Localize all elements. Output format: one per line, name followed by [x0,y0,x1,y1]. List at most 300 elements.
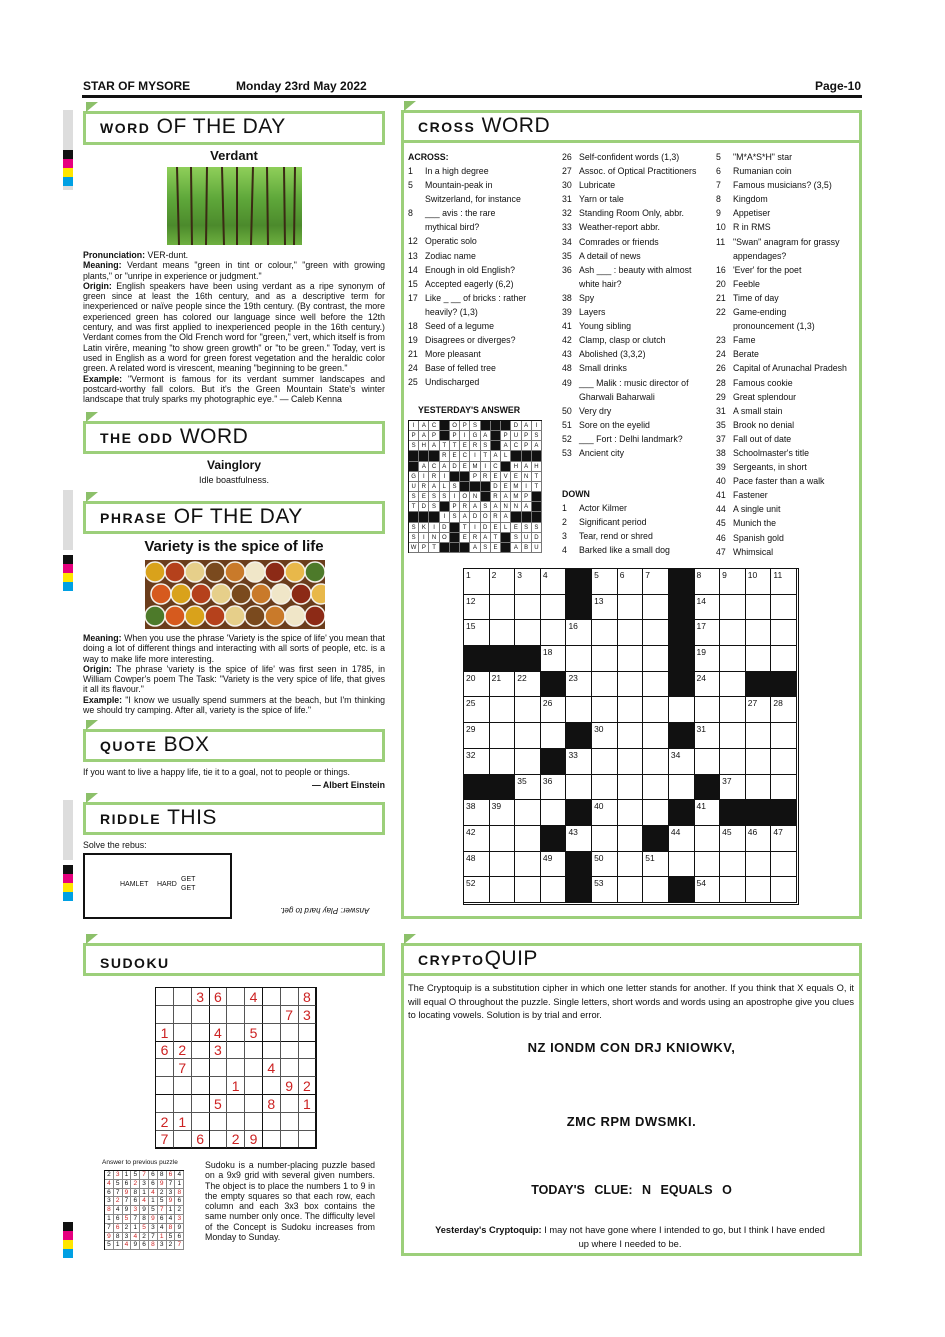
answer-cell: M [511,482,521,492]
crossword-cell[interactable] [592,723,618,749]
sudoku-cell[interactable] [281,1130,299,1148]
sudoku-cell[interactable] [209,1059,227,1077]
sudoku-cell[interactable] [245,1095,263,1113]
crossword-cell[interactable] [643,569,669,595]
sudoku-cell[interactable] [156,1077,174,1095]
down-label: DOWN [562,489,590,499]
sudoku-cell[interactable] [209,1130,227,1148]
crossword-cell[interactable] [515,877,541,903]
crossword-cell[interactable] [490,749,516,775]
sudoku-cell[interactable] [192,1113,210,1131]
clue-number: 54 [696,878,706,889]
crossword-cell[interactable] [720,646,746,672]
crossword-cell[interactable] [515,620,541,646]
sudoku-cell[interactable] [245,1041,263,1059]
crossword-cell[interactable] [566,826,592,852]
color-bars [63,150,73,186]
black-square [541,672,567,698]
crossword-cell[interactable] [464,620,490,646]
crossword-cell[interactable] [618,569,644,595]
crossword-cell[interactable] [669,697,695,723]
sudoku-cell[interactable]: 8 [263,1095,281,1113]
crossword-cell[interactable] [720,723,746,749]
crossword-cell[interactable] [695,646,721,672]
answer-cell [460,482,470,492]
crossword-cell[interactable] [695,620,721,646]
crossword-cell[interactable] [643,697,669,723]
crossword-cell[interactable] [464,749,490,775]
previous-sudoku-cell: 1 [114,1241,123,1250]
crossword-cell[interactable] [490,723,516,749]
crossword-cell[interactable] [566,620,592,646]
sudoku-cell[interactable] [263,1024,281,1042]
answer-cell: V [501,472,511,482]
crossword-cell[interactable] [592,800,618,826]
crossword-cell[interactable] [490,697,516,723]
crossword-cell[interactable] [541,800,567,826]
crossword-grid[interactable] [463,568,799,905]
black-square [695,775,721,801]
crossword-cell[interactable] [592,852,618,878]
sudoku-cell[interactable] [156,1059,174,1077]
crossword-cell[interactable] [490,877,516,903]
clue-number: 33 [568,749,578,760]
answer-cell: A [470,543,480,553]
sudoku-cell[interactable] [192,1041,210,1059]
crossword-cell[interactable] [464,826,490,852]
answer-cell: T [532,482,542,492]
crossword-cell[interactable] [643,877,669,903]
clue: 5 "M*A*S*H" star [716,152,793,162]
sudoku-cell[interactable] [298,1113,316,1131]
sudoku-cell[interactable]: 2 [298,1077,316,1095]
crossword-cell[interactable] [669,852,695,878]
sudoku-cell[interactable] [263,1113,281,1131]
crossword-cell[interactable] [695,595,721,621]
sudoku-cell[interactable]: 6 [156,1041,174,1059]
sudoku-cell[interactable] [174,988,192,1006]
sudoku-cell[interactable] [156,1095,174,1113]
crossword-cell[interactable] [771,595,797,621]
clue-number: 32 [466,749,476,760]
answer-cell: N [511,502,521,512]
crossword-cell[interactable] [618,595,644,621]
crossword-cell[interactable] [771,877,797,903]
previous-sudoku-cell: 8 [105,1206,114,1215]
previous-sudoku-cell: 8 [175,1189,184,1198]
previous-sudoku-cell: 4 [105,1180,114,1189]
crossword-cell[interactable] [490,569,516,595]
sudoku-cell[interactable]: 5 [209,1095,227,1113]
crossword-cell[interactable] [464,877,490,903]
sudoku-cell[interactable] [263,1006,281,1024]
crossword-cell[interactable] [464,569,490,595]
answer-cell: T [429,543,439,553]
sudoku-cell[interactable]: 7 [156,1130,174,1148]
sudoku-cell[interactable] [174,1095,192,1113]
sudoku-cell[interactable] [281,1059,299,1077]
crossword-cell[interactable] [541,569,567,595]
crossword-cell[interactable] [464,595,490,621]
clue: appendages? [733,250,787,261]
crossword-cell[interactable] [515,749,541,775]
crossword-cell[interactable] [515,723,541,749]
clue: 53 Ancient city [562,447,624,458]
crossword-cell[interactable] [541,775,567,801]
clue-number: 42 [466,826,476,837]
sudoku-cell[interactable] [245,1077,263,1095]
sudoku-cell[interactable] [281,1041,299,1059]
crossword-cell[interactable] [541,595,567,621]
sudoku-cell[interactable]: 6 [192,1130,210,1148]
crossword-cell[interactable] [746,620,772,646]
black-square [464,775,490,801]
sudoku-cell[interactable] [227,1041,245,1059]
clue: 29 Great splendour [716,391,797,402]
clue-number: 37 [722,775,732,786]
sudoku-cell[interactable]: 2 [174,1041,192,1059]
sudoku-cell[interactable]: 4 [245,988,263,1006]
sudoku-cell[interactable]: 1 [174,1113,192,1131]
sudoku-cell[interactable] [245,1006,263,1024]
crossword-cell[interactable] [618,877,644,903]
answer-cell: U [522,533,532,543]
crossword-cell[interactable] [515,697,541,723]
sudoku-cell[interactable] [227,1006,245,1024]
clue-number: 27 [747,698,758,709]
sudoku-cell[interactable]: 9 [245,1130,263,1148]
crossword-cell[interactable] [643,595,669,621]
crossword-cell[interactable] [746,723,772,749]
previous-sudoku-cell: 2 [105,1171,114,1180]
crossword-cell[interactable] [490,800,516,826]
answer-cell: E [460,462,470,472]
sudoku-cell[interactable] [174,1024,192,1042]
sudoku-cell[interactable] [263,1077,281,1095]
crossword-cell[interactable] [643,723,669,749]
crossword-cell[interactable] [746,595,772,621]
crossword-cell[interactable] [720,672,746,698]
clue: 27 Assoc. of Optical Practitioners [562,166,697,177]
crossword-cell[interactable] [771,775,797,801]
clue: 22 Game-ending [716,307,787,318]
sudoku-cell[interactable] [263,1041,281,1059]
crossword-cell[interactable] [566,646,592,672]
sudoku-cell[interactable] [192,1077,210,1095]
sudoku-cell[interactable]: 1 [298,1095,316,1113]
crossword-cell[interactable] [515,852,541,878]
crossword-cell[interactable] [592,569,618,595]
sudoku-cell[interactable] [227,1113,245,1131]
clue-number: 36 [542,775,553,786]
crossword-cell[interactable] [464,852,490,878]
clue: 6 Rumanian coin [716,166,792,177]
crossword-cell[interactable] [771,852,797,878]
crossword-cell[interactable] [490,826,516,852]
previous-sudoku-cell: 4 [123,1241,132,1250]
crossword-cell[interactable] [746,877,772,903]
crossword-cell[interactable] [618,697,644,723]
crossword-cell[interactable] [618,672,644,698]
crossword-cell[interactable] [464,672,490,698]
crossword-cell[interactable] [592,595,618,621]
sudoku-cell[interactable] [192,1024,210,1042]
sudoku-cell[interactable]: 9 [281,1077,299,1095]
crossword-cell[interactable] [669,749,695,775]
crossword-cell[interactable] [541,877,567,903]
sudoku-cell[interactable] [227,1095,245,1113]
crossword-cell[interactable] [643,672,669,698]
sudoku-cell[interactable] [227,1059,245,1077]
crossword-cell[interactable] [643,800,669,826]
crossword-cell[interactable] [592,775,618,801]
answer-cell [511,451,521,461]
crossword-cell[interactable] [566,749,592,775]
previous-sudoku-cell: 1 [131,1224,140,1233]
crossword-cell[interactable] [746,646,772,672]
crossword-cell[interactable] [669,826,695,852]
answer-cell: D [470,512,480,522]
crossword-cell[interactable] [695,672,721,698]
crossword-cell[interactable] [515,826,541,852]
crossword-cell[interactable] [592,646,618,672]
crossword-cell[interactable] [746,852,772,878]
crossword-cell[interactable] [771,723,797,749]
answer-cell: A [470,502,480,512]
crossword-cell[interactable] [695,877,721,903]
crossword-cell[interactable] [618,775,644,801]
crossword-cell[interactable] [643,646,669,672]
answer-cell: H [532,462,542,472]
crossword-cell[interactable] [464,800,490,826]
crossword-cell[interactable] [490,852,516,878]
previous-sudoku-cell: 8 [114,1233,123,1242]
crossword-cell[interactable] [695,826,721,852]
crossword-cell[interactable] [592,826,618,852]
sudoku-cell[interactable] [281,1113,299,1131]
crossword-cell[interactable] [618,646,644,672]
crossword-cell[interactable] [720,697,746,723]
crossword-cell[interactable] [771,620,797,646]
sudoku-cell[interactable] [298,1059,316,1077]
answer-cell: I [409,421,419,431]
sudoku-cell[interactable] [209,1006,227,1024]
crossword-cell[interactable] [566,775,592,801]
sudoku-cell[interactable] [263,988,281,1006]
answer-cell: E [511,472,521,482]
crossword-cell[interactable] [695,852,721,878]
sudoku-cell[interactable]: 3 [192,988,210,1006]
sudoku-cell[interactable] [298,1024,316,1042]
crossword-cell[interactable] [618,620,644,646]
answer-cell [522,512,532,522]
crossword-cell[interactable] [592,749,618,775]
crossword-cell[interactable] [566,672,592,698]
previous-sudoku-cell: 7 [105,1224,114,1233]
crossword-cell[interactable] [771,646,797,672]
crossword-cell[interactable] [643,775,669,801]
sudoku-cell[interactable] [192,1095,210,1113]
answer-cell [440,543,450,553]
clue: 20 Feeble [716,278,760,289]
clue-number: 19 [696,647,706,658]
crossword-cell[interactable] [592,672,618,698]
sudoku-cell[interactable] [156,988,174,1006]
crossword-cell[interactable] [695,800,721,826]
clue: 34 Comrades or friends [562,236,659,247]
sudoku-cell[interactable] [192,1059,210,1077]
black-square [464,646,490,672]
crossword-cell[interactable] [541,852,567,878]
sudoku-cell[interactable]: 3 [298,1006,316,1024]
crossword-cell[interactable] [746,697,772,723]
sudoku-cell[interactable] [174,1077,192,1095]
crossword-cell[interactable] [643,749,669,775]
crossword-cell[interactable] [618,749,644,775]
crossword-cell[interactable] [643,620,669,646]
section-title: THE ODD WORD [100,425,249,448]
crossword-cell[interactable] [720,595,746,621]
crossword-cell[interactable] [720,826,746,852]
crossword-cell[interactable] [618,852,644,878]
crossword-cell[interactable] [541,697,567,723]
sudoku-cell[interactable] [192,1006,210,1024]
sudoku-cell[interactable]: 2 [156,1113,174,1131]
sudoku-cell[interactable]: 3 [209,1041,227,1059]
crossword-cell[interactable] [515,595,541,621]
crossword-cell[interactable] [592,877,618,903]
section-title: PHRASE OF THE DAY [100,505,303,528]
sudoku-grid[interactable] [155,987,317,1149]
crossword-cell[interactable] [592,697,618,723]
answer-cell: E [460,441,470,451]
crossword-cell[interactable] [771,749,797,775]
sudoku-cell[interactable] [227,988,245,1006]
previous-sudoku-cell: 5 [167,1233,176,1242]
crossword-cell[interactable] [618,800,644,826]
clue: 38 Schoolmaster's title [716,447,809,458]
sudoku-cell[interactable] [174,1130,192,1148]
clue: 41 Fastener [716,490,768,501]
sudoku-cell[interactable] [281,988,299,1006]
crossword-cell[interactable] [464,723,490,749]
answer-cell: A [481,533,491,543]
crossword-cell[interactable] [515,569,541,595]
sudoku-cell[interactable]: 1 [227,1077,245,1095]
crossword-cell[interactable] [464,697,490,723]
sudoku-cell[interactable] [281,1024,299,1042]
sudoku-cell[interactable] [227,1024,245,1042]
crossword-cell[interactable] [695,569,721,595]
crossword-cell[interactable] [541,646,567,672]
sudoku-cell[interactable]: 4 [209,1024,227,1042]
crossword-cell[interactable] [618,723,644,749]
crossword-cell[interactable] [746,749,772,775]
crossword-cell[interactable] [720,749,746,775]
crossword-cell[interactable] [720,569,746,595]
sudoku-cell[interactable] [209,1077,227,1095]
crossword-cell[interactable] [566,697,592,723]
sudoku-cell[interactable] [298,1130,316,1148]
crossword-cell[interactable] [490,620,516,646]
margin-strip [63,490,73,550]
crossword-cell[interactable] [515,800,541,826]
answer-cell: I [532,421,542,431]
crossword-cell[interactable] [746,826,772,852]
sudoku-cell[interactable]: 6 [209,988,227,1006]
black-square [669,569,695,595]
rebus-word: HARD [157,881,177,888]
clue-number: 16 [568,621,578,632]
clue: heavily? (1,3) [425,306,478,317]
crossword-cell[interactable] [541,723,567,749]
sudoku-cell[interactable] [245,1113,263,1131]
crossword-cell[interactable] [541,620,567,646]
sudoku-cell[interactable]: 7 [281,1006,299,1024]
crossword-cell[interactable] [720,852,746,878]
sudoku-cell[interactable]: 7 [174,1059,192,1077]
crossword-cell[interactable] [695,749,721,775]
crossword-cell[interactable] [771,697,797,723]
sudoku-cell[interactable] [209,1113,227,1131]
answer-cell: R [429,472,439,482]
sudoku-cell[interactable] [174,1006,192,1024]
crossword-cell[interactable] [618,826,644,852]
crossword-cell[interactable] [720,620,746,646]
crossword-cell[interactable] [720,877,746,903]
crossword-cell[interactable] [720,775,746,801]
crossword-cell[interactable] [746,569,772,595]
sudoku-cell[interactable] [281,1095,299,1113]
sudoku-cell[interactable] [263,1130,281,1148]
crossword-cell[interactable] [490,595,516,621]
sudoku-cell[interactable]: 4 [263,1059,281,1077]
sudoku-cell[interactable] [156,1006,174,1024]
sudoku-cell[interactable]: 2 [227,1130,245,1148]
crossword-cell[interactable] [592,620,618,646]
sudoku-cell[interactable]: 8 [298,988,316,1006]
sudoku-cell[interactable]: 5 [245,1024,263,1042]
crossword-cell[interactable] [695,723,721,749]
clue: 35 A detail of news [562,250,641,261]
down-clues [716,150,847,559]
sudoku-cell[interactable] [245,1059,263,1077]
previous-sudoku-cell: 8 [158,1171,167,1180]
crossword-cell[interactable] [515,775,541,801]
crossword-cell[interactable] [515,672,541,698]
answer-cell: D [419,502,429,512]
crossword-cell[interactable] [695,697,721,723]
clue-number: 1 [466,570,471,580]
crossword-cell[interactable] [643,852,669,878]
sudoku-cell[interactable] [298,1041,316,1059]
clue-number: 7 [645,570,651,580]
crossword-cell[interactable] [490,672,516,698]
crossword-cell[interactable] [746,775,772,801]
crossword-cell[interactable] [771,826,797,852]
spice-bowl [185,606,205,626]
clue-number: 9 [722,570,727,580]
clue: 39 Sergeants, in short [716,462,807,473]
previous-sudoku-cell: 7 [131,1215,140,1224]
clue: 35 Brook no denial [716,419,795,430]
crossword-cell[interactable] [771,569,797,595]
clue-number: 22 [517,672,527,683]
paragraph: Example: "Vermont is famous for its verdant summer landscapes and postcard-worthy fall colors. But it's the Green Mountain State's winter landscape that truly sparks my photographic eye." — Caleb Kenna [83,373,385,405]
crossword-cell[interactable] [669,775,695,801]
sudoku-cell[interactable]: 1 [156,1024,174,1042]
answer-cell: N [522,472,532,482]
